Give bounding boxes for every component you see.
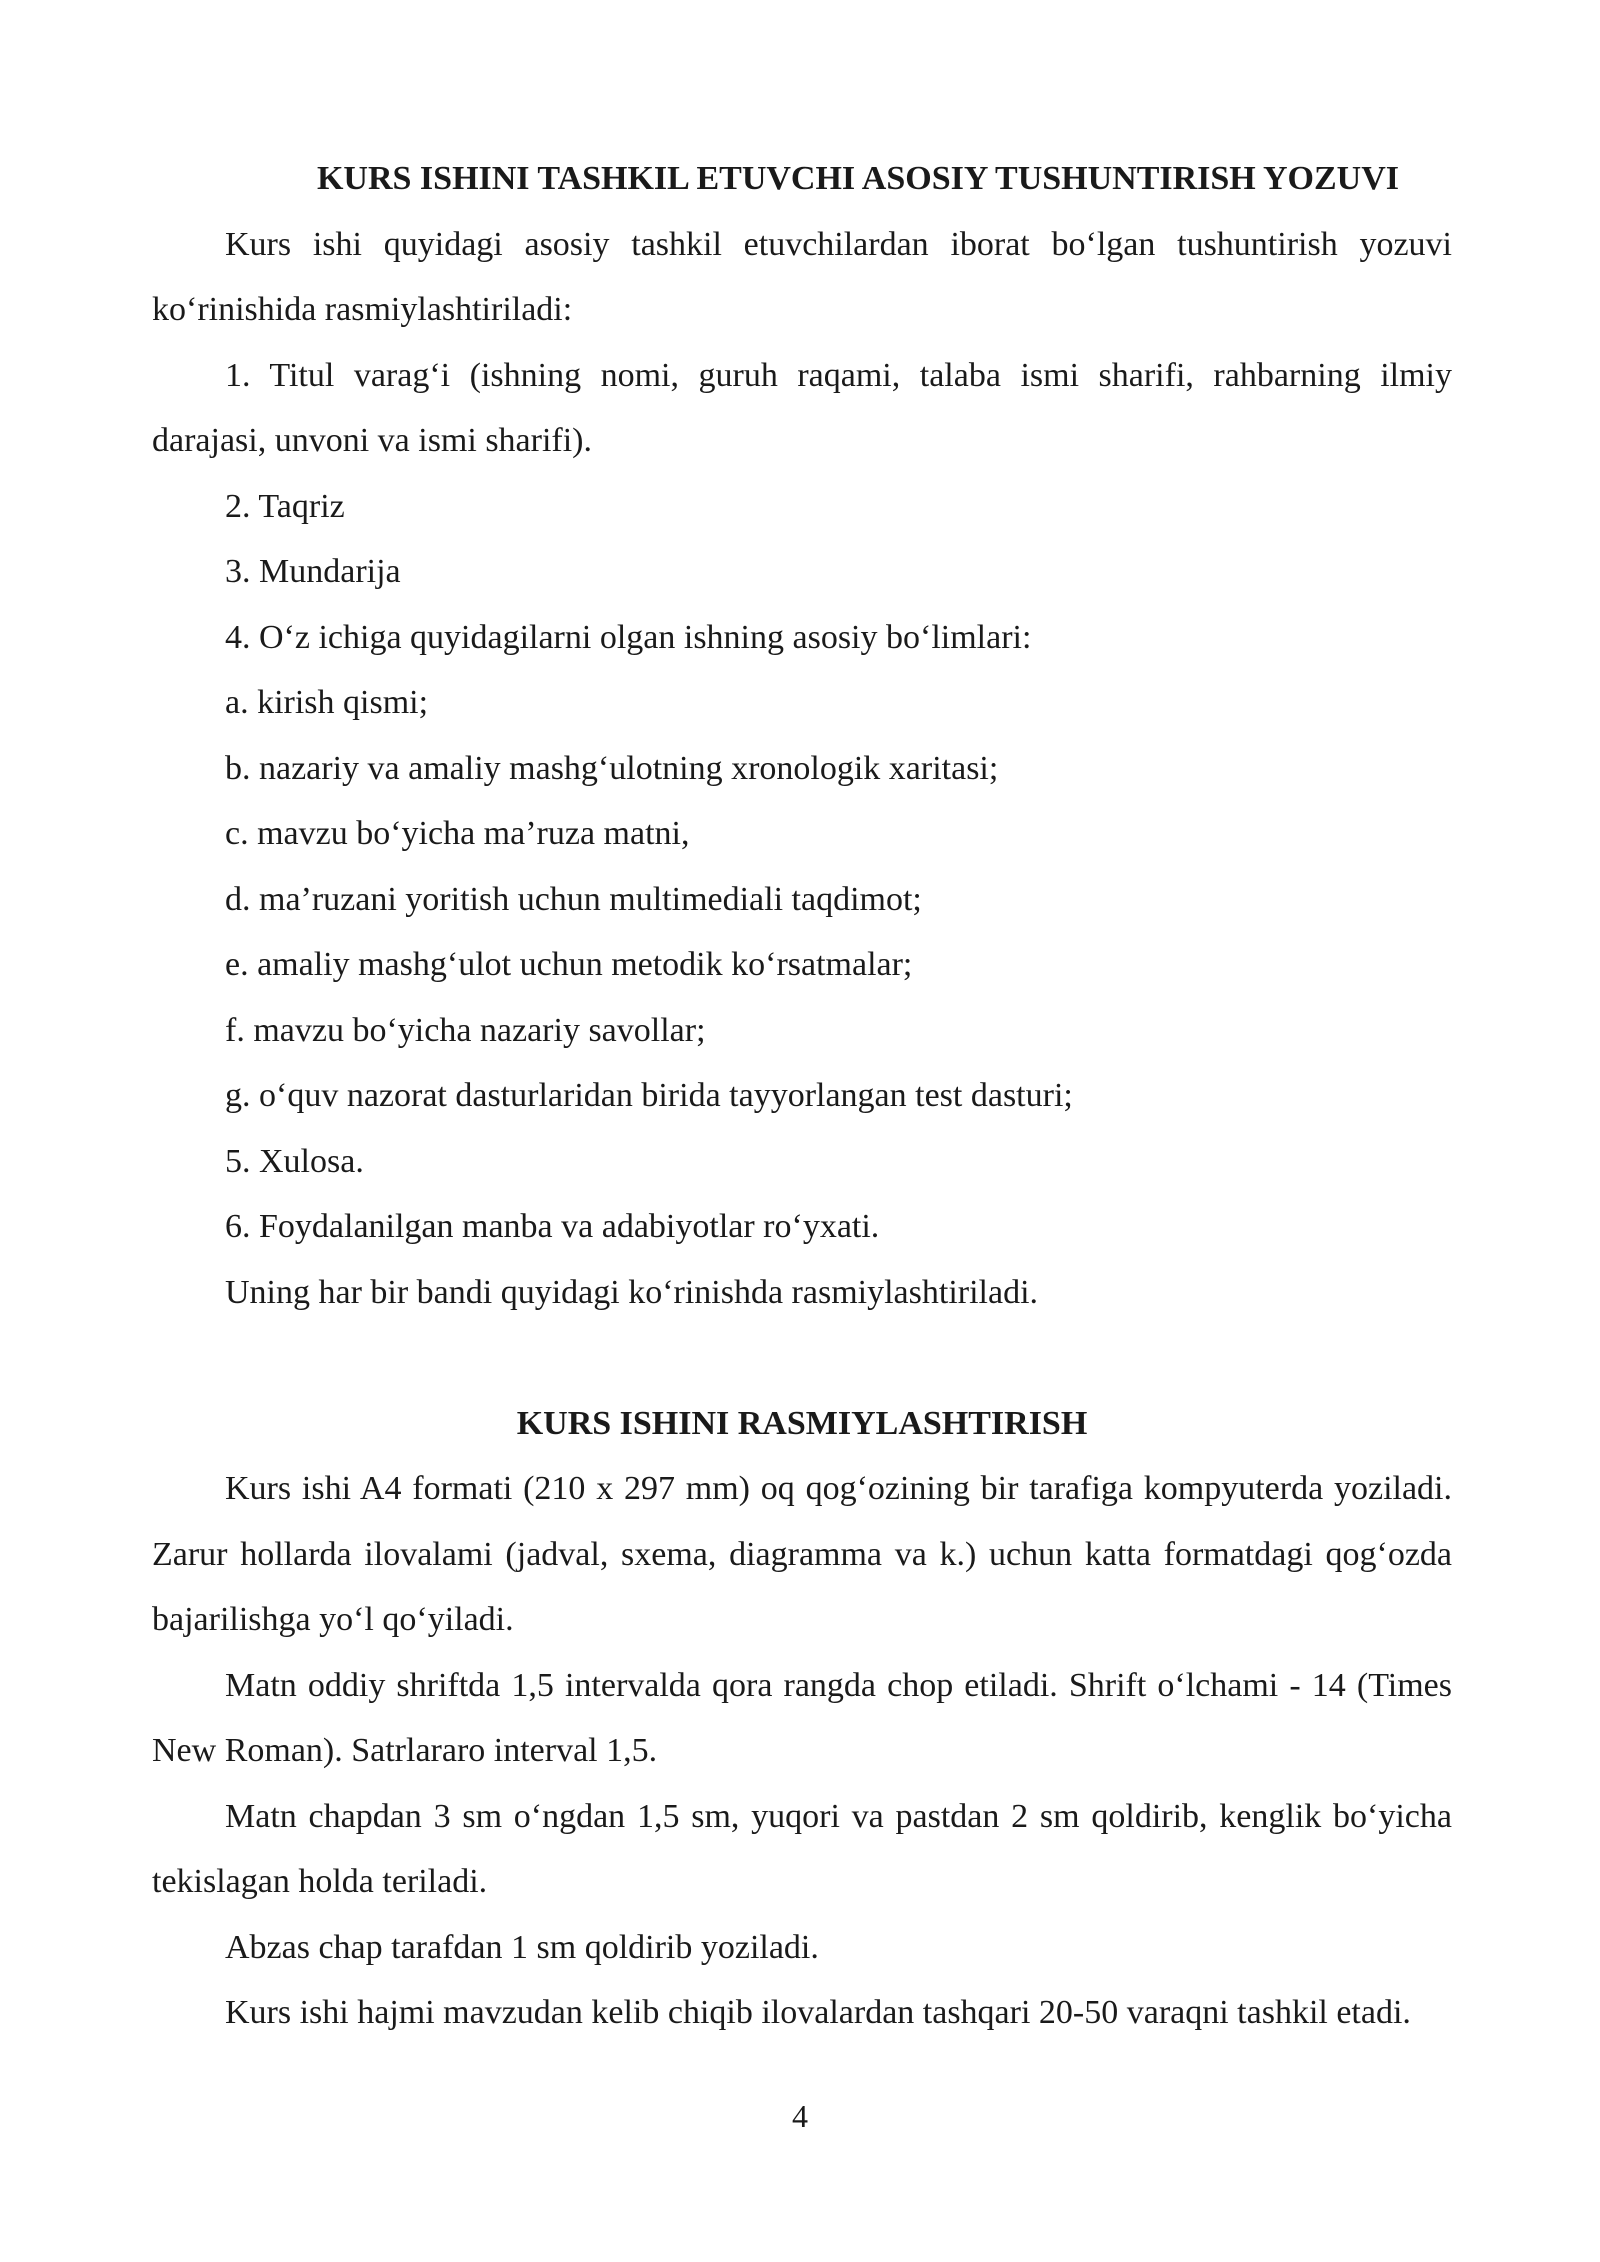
sub-list-marker: d. [225,880,251,918]
list-item-conclusion: 5. Xulosa. [225,1142,364,1180]
closing-paragraph: Uning har bir bandi quyidagi ko‘rinishda rasmiylashtiriladi. [225,1273,1039,1311]
section-heading-structure: KURS ISHINI TASHKIL ETUVCHI ASOSIY TUSHUNTIRISH YOZUVI [316,160,1400,197]
page-content [152,146,1452,2046]
sub-list-text: amaliy mashg‘ulot uchun metodik ko‘rsatmalar; [257,946,913,983]
sub-list-item [152,801,1452,867]
sub-list-marker: a. [225,684,249,721]
formatting-paragraph-font: Matn oddiy shriftda 1,5 intervalda qora rangda chop etiladi. Shrift o‘lchami - 14 (Times New Roman). Satrlararo interval 1,5. [152,1666,1452,1769]
sub-list-item [152,1063,1452,1129]
sub-list-marker: g. [225,1077,251,1114]
formatting-paragraph-paper: Kurs ishi A4 formati (210 x 297 mm) oq qog‘ozining bir tarafiga kompyuterda yoziladi. Zarur hollarda ilovalami (jadval, sxema, diagramma va k.) uchun katta formatdagi qog‘ozda bajarilishga yo‘l qo‘yiladi. [152,1470,1452,1638]
sub-list-text: ma’ruzani yoritish uchun multimediali taqdimot; [259,880,922,918]
intro-paragraph: Kurs ishi quyidagi asosiy tashkil etuvchilardan iborat bo‘lgan tushuntirish yozuvi ko‘rinishida rasmiylashtiriladi: [152,225,1452,328]
formatting-paragraph-indent: Abzas chap tarafdan 1 sm qoldirib yoziladi. [225,1928,819,1966]
sub-list-text: mavzu bo‘yicha nazariy savollar; [253,1011,706,1049]
sub-list-item [152,998,1452,1064]
list-item-main-sections: 4. O‘z ichiga quyidagilarni olgan ishning asosiy bo‘limlari: [225,618,1032,656]
sub-list-item [152,867,1452,933]
sub-list-text: nazariy va amaliy mashg‘ulotning xronologik xaritasi; [259,749,999,787]
sub-list-text: mavzu bo‘yicha ma’ruza matni, [257,815,690,852]
sub-list-item [152,670,1452,736]
sub-list-marker: c. [225,815,249,852]
list-item-references: 6. Foydalanilgan manba va adabiyotlar ro‘yxati. [225,1208,880,1245]
page-number: 4 [792,2098,808,2134]
sub-list-text: kirish qismi; [257,684,429,721]
sub-list-item [152,736,1452,802]
formatting-paragraph-margins: Matn chapdan 3 sm o‘ngdan 1,5 sm, yuqori va pastdan 2 sm qoldirib, kenglik bo‘yicha tekislagan holda teriladi. [152,1797,1452,1900]
sub-list-marker: f. [225,1011,245,1049]
section-heading-formatting: KURS ISHINI RASMIYLASHTIRISH [516,1404,1088,1442]
list-item-title-page: 1. Titul varag‘i (ishning nomi, guruh raqami, talaba ismi sharifi, rahbarning ilmiy darajasi, unvoni va ismi sharifi). [152,356,1452,459]
formatting-paragraph-volume: Kurs ishi hajmi mavzudan kelib chiqib ilovalardan tashqari 20-50 varaqni tashkil etadi. [225,1994,1411,2031]
section-spacer [152,1325,1452,1391]
sub-list [152,670,1452,1129]
sub-list-item [152,932,1452,998]
list-item-contents: 3. Mundarija [225,553,401,590]
sub-list-text: o‘quv nazorat dasturlaridan birida tayyorlangan test dasturi; [259,1077,1073,1114]
sub-list-marker: b. [225,749,251,787]
sub-list-marker: e. [225,946,249,983]
list-item-review: 2. Taqriz [225,487,345,525]
